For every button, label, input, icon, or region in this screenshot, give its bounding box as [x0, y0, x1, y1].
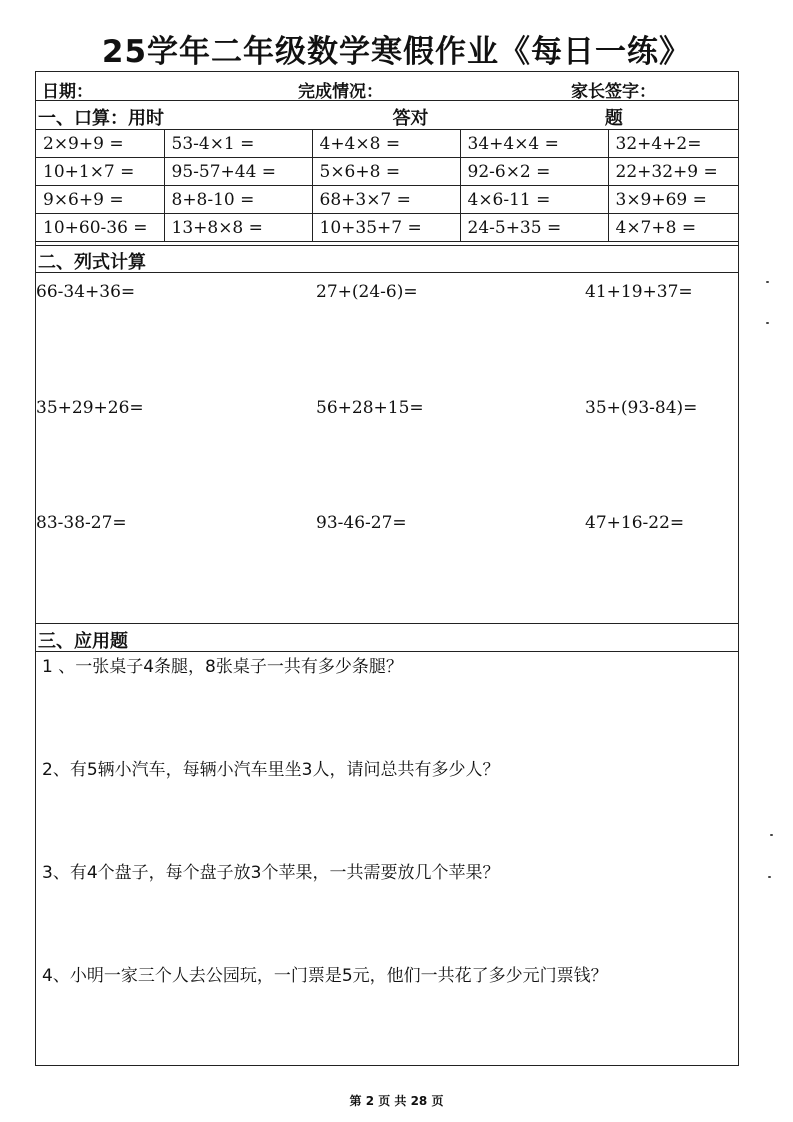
oral-problem: 10+1×7 = [36, 158, 164, 186]
calc-problem: 83-38-27= [36, 513, 127, 533]
oral-problem: 4×7+8 = [608, 214, 738, 242]
worksheet-frame [35, 71, 739, 1066]
calc-problem: 56+28+15= [316, 398, 424, 418]
table-row [36, 214, 738, 242]
scan-speck [766, 322, 769, 324]
page-footer: 第 2 页 共 28 页 [349, 1094, 444, 1108]
oral-calc-table [36, 130, 738, 242]
divider [36, 651, 738, 652]
oral-problem: 92-6×2 = [460, 158, 608, 186]
oral-problem: 22+32+9 = [608, 158, 738, 186]
parent-signature-label: 家长签字： [571, 82, 656, 102]
calc-problem: 93-46-27= [316, 513, 407, 533]
question-unit-label: 题 [604, 108, 623, 129]
calc-problem: 41+19+37= [585, 282, 693, 302]
word-problem: 1 、一张桌子4条腿，8张桌子一共有多少条腿？ [42, 657, 403, 677]
calc-problem: 35+(93-84)= [585, 398, 698, 418]
word-problem: 3、有4个盘子，每个盘子放3个苹果，一共需要放几个苹果？ [42, 863, 500, 883]
oral-problem: 34+4×4 = [460, 130, 608, 158]
oral-problem: 9×6+9 = [36, 186, 164, 214]
time-blank [164, 111, 316, 130]
oral-problem: 10+35+7 = [312, 214, 460, 242]
scan-speck [768, 876, 771, 878]
oral-problem: 13+8×8 = [164, 214, 312, 242]
divider [36, 100, 738, 101]
word-problem: 2、有5辆小汽车，每辆小汽车里坐3人，请问总共有多少人？ [42, 760, 500, 780]
oral-problem: 24-5+35 = [460, 214, 608, 242]
oral-calc-heading [38, 104, 623, 130]
column-calc-heading: 二、列式计算 [38, 252, 146, 273]
divider [36, 272, 738, 273]
oral-problem: 3×9+69 = [608, 186, 738, 214]
oral-problem: 2×9+9 = [36, 130, 164, 158]
word-problems-heading: 三、应用题 [38, 631, 128, 652]
table-row [36, 158, 738, 186]
oral-calc-title: 一、口算：用时 [38, 108, 164, 129]
completion-label: 完成情况： [298, 82, 383, 102]
divider [36, 245, 738, 246]
table-row [36, 130, 738, 158]
scan-speck [766, 281, 769, 283]
oral-problem: 4+4×8 = [312, 130, 460, 158]
divider [36, 623, 738, 624]
worksheet-title: 25学年二年级数学寒假作业《每日一练》 [101, 34, 692, 70]
oral-problem: 10+60-36 = [36, 214, 164, 242]
oral-problem: 4×6-11 = [460, 186, 608, 214]
oral-problem: 53-4×1 = [164, 130, 312, 158]
correct-blank [429, 111, 599, 130]
calc-problem: 47+16-22= [585, 513, 685, 533]
word-problem: 4、小明一家三个人去公园玩，一门票是5元，他们一共花了多少元门票钱？ [42, 966, 608, 986]
table-row [36, 186, 738, 214]
oral-problem: 5×6+8 = [312, 158, 460, 186]
oral-problem: 95-57+44 = [164, 158, 312, 186]
oral-problem: 8+8-10 = [164, 186, 312, 214]
correct-label: 答对 [392, 108, 429, 129]
calc-problem: 35+29+26= [36, 398, 144, 418]
calc-problem: 27+(24-6)= [316, 282, 418, 302]
oral-problem: 32+4+2= [608, 130, 738, 158]
oral-problem: 68+3×7 = [312, 186, 460, 214]
scan-speck [770, 834, 773, 836]
date-label: 日期： [42, 82, 93, 102]
calc-problem: 66-34+36= [36, 282, 136, 302]
